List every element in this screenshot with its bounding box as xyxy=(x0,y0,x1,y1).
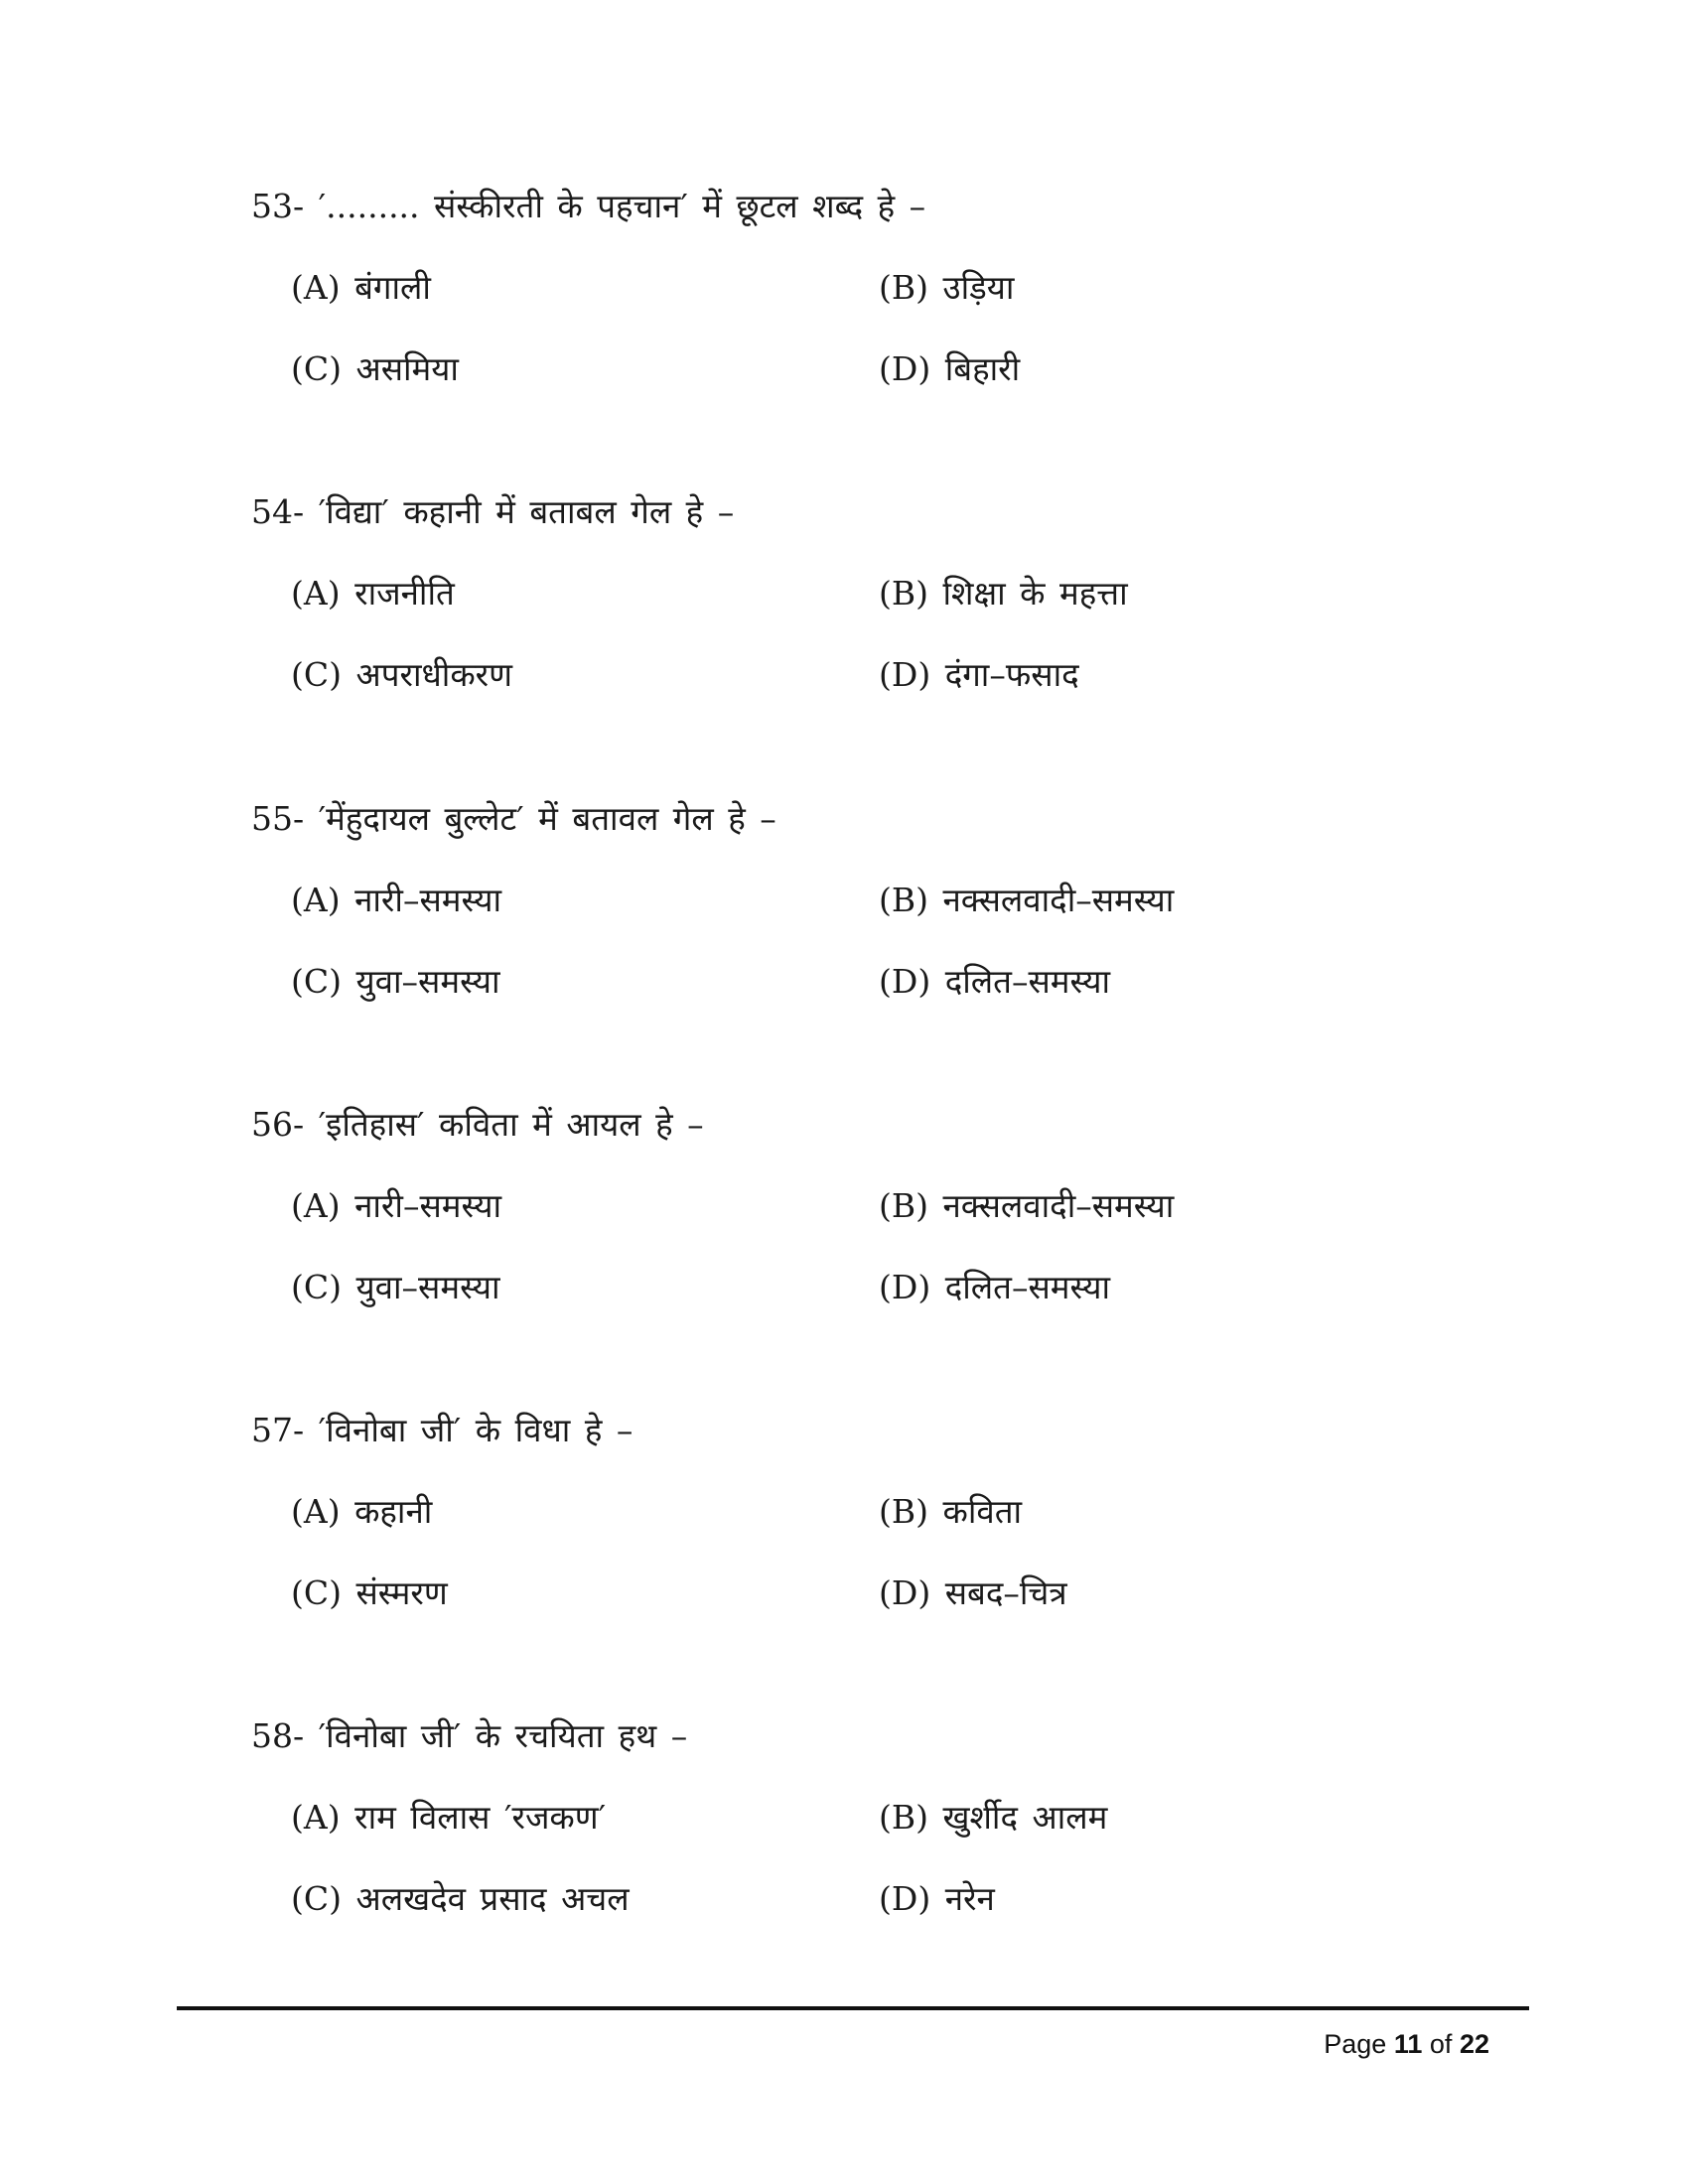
option-c: (C) अपराधीकरण xyxy=(291,655,513,694)
option-a: (A) बंगाली xyxy=(291,268,431,307)
question-stem: 57- ′विनोबा जी′ के विधा हे – xyxy=(251,1411,633,1449)
option-row xyxy=(251,1186,1492,1226)
footer-divider xyxy=(177,2006,1529,2010)
option-row xyxy=(251,1879,1492,1919)
question-54 xyxy=(251,492,1492,695)
option-d: (D) दंगा–फसाद xyxy=(879,655,1079,694)
option-d: (D) नरेन xyxy=(879,1879,995,1918)
option-d: (D) दलित–समस्या xyxy=(879,1268,1111,1306)
option-a: (A) कहानी xyxy=(291,1492,433,1531)
option-row xyxy=(251,1573,1492,1613)
option-row xyxy=(251,1798,1492,1838)
option-row xyxy=(251,268,1492,308)
option-row xyxy=(251,1268,1492,1307)
question-stem: 54- ′विद्या′ कहानी में बताबल गेल हे – xyxy=(251,492,735,531)
question-55 xyxy=(251,799,1492,1002)
question-stem: 55- ′मेंहुदायल बुल्लेट′ में बतावल गेल हे – xyxy=(251,799,776,838)
option-c: (C) असमिया xyxy=(291,349,459,388)
option-row xyxy=(251,881,1492,920)
option-b: (B) नक्सलवादी–समस्या xyxy=(879,881,1175,919)
page-number-footer xyxy=(1324,2027,1489,2061)
question-53 xyxy=(251,187,1492,389)
question-56 xyxy=(251,1105,1492,1307)
page-word: Page xyxy=(1324,2029,1387,2059)
option-b: (B) शिक्षा के महत्ता xyxy=(879,574,1128,613)
option-b: (B) उड़िया xyxy=(879,268,1015,307)
question-58 xyxy=(251,1716,1492,1919)
option-b: (B) नक्सलवादी–समस्या xyxy=(879,1186,1175,1225)
question-57 xyxy=(251,1411,1492,1613)
total-pages-number: 22 xyxy=(1459,2029,1489,2059)
option-c: (C) युवा–समस्या xyxy=(291,962,500,1001)
option-c: (C) अलखदेव प्रसाद अचल xyxy=(291,1879,630,1918)
option-a: (A) राम विलास ′रजकण′ xyxy=(291,1798,607,1837)
option-a: (A) राजनीति xyxy=(291,574,455,613)
option-row xyxy=(251,962,1492,1002)
option-row xyxy=(251,1492,1492,1532)
option-c: (C) संस्मरण xyxy=(291,1573,448,1612)
of-word: of xyxy=(1429,2029,1453,2059)
option-d: (D) बिहारी xyxy=(879,349,1021,388)
option-a: (A) नारी–समस्या xyxy=(291,881,502,919)
option-a: (A) नारी–समस्या xyxy=(291,1186,502,1225)
option-c: (C) युवा–समस्या xyxy=(291,1268,500,1306)
option-row xyxy=(251,574,1492,614)
option-row xyxy=(251,349,1492,389)
option-d: (D) दलित–समस्या xyxy=(879,962,1111,1001)
question-stem: 53- ′......... संस्कीरती के पहचान′ में छूटल शब्द हे – xyxy=(251,187,926,225)
question-stem: 56- ′इतिहास′ कविता में आयल हे – xyxy=(251,1105,704,1144)
option-b: (B) खुर्शीद आलम xyxy=(879,1798,1108,1837)
option-b: (B) कविता xyxy=(879,1492,1023,1531)
option-row xyxy=(251,655,1492,695)
question-stem: 58- ′विनोबा जी′ के रचयिता हथ – xyxy=(251,1716,688,1755)
current-page-number: 11 xyxy=(1393,2029,1423,2059)
option-d: (D) सबद–चित्र xyxy=(879,1573,1067,1612)
